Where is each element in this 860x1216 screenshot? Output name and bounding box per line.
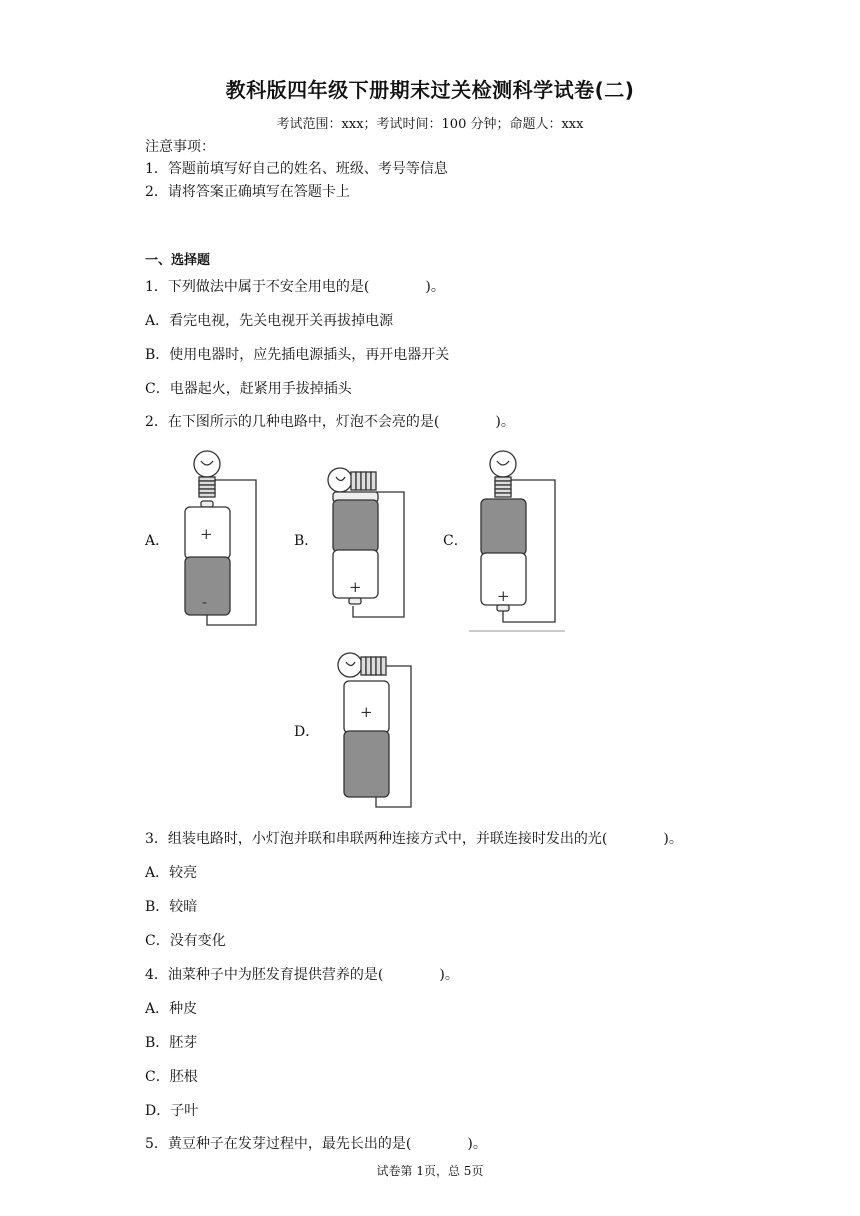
question-stem: 4．油菜种子中为胚发育提供营养的是( )。 — [145, 967, 459, 983]
battery-plus-label: + — [360, 703, 373, 721]
option: A．种皮 — [145, 1001, 198, 1017]
exam-title: 教科版四年级下册期末过关检测科学试卷(二) — [225, 78, 635, 102]
notice-heading: 注意事项： — [145, 139, 215, 155]
battery-plus-label: + — [349, 578, 362, 596]
option: C．电器起火，赶紧用手拔掉插头 — [145, 381, 352, 397]
circuit-figure-d — [328, 647, 423, 812]
notice-item: 2．请将答案正确填写在答题卡上 — [145, 184, 350, 200]
option: C．胚根 — [145, 1069, 198, 1085]
option: A．看完电视，先关电视开关再拔掉电源 — [145, 313, 394, 329]
exam-subtitle: 考试范围：xxx；考试时间：100 分钟；命题人：xxx — [276, 117, 584, 132]
battery-minus-label: - — [202, 593, 208, 611]
battery-plus-label: + — [200, 525, 213, 543]
battery-plus-label: + — [497, 587, 510, 605]
option: D．子叶 — [145, 1103, 199, 1119]
page-footer: 试卷第 1页，总 5页 — [376, 1164, 484, 1178]
question-stem: 3．组装电路时，小灯泡并联和串联两种连接方式中，并联连接时发出的光( )。 — [145, 831, 683, 847]
option: B．较暗 — [145, 899, 198, 915]
figure-label: D． — [294, 724, 320, 740]
circuit-figure-b — [318, 462, 413, 622]
option: B．使用电器时，应先插电源插头，再开电器开关 — [145, 347, 450, 363]
circuit-figure-c — [467, 447, 567, 635]
circuit-figure-a — [172, 447, 267, 632]
question-stem: 2．在下图所示的几种电路中，灯泡不会亮的是( )。 — [145, 414, 515, 430]
figure-label: A． — [145, 533, 170, 549]
figure-label: C． — [443, 533, 468, 549]
option: C．没有变化 — [145, 933, 226, 949]
option: B．胚芽 — [145, 1035, 198, 1051]
option: A．较亮 — [145, 865, 198, 881]
question-stem: 1．下列做法中属于不安全用电的是( )。 — [145, 279, 445, 295]
section-title: 一、选择题 — [145, 253, 211, 268]
figure-label: B． — [294, 533, 319, 549]
notice-item: 1．答题前填写好自己的姓名、班级、考号等信息 — [145, 161, 448, 177]
question-stem: 5．黄豆种子在发芽过程中，最先长出的是( )。 — [145, 1136, 487, 1152]
